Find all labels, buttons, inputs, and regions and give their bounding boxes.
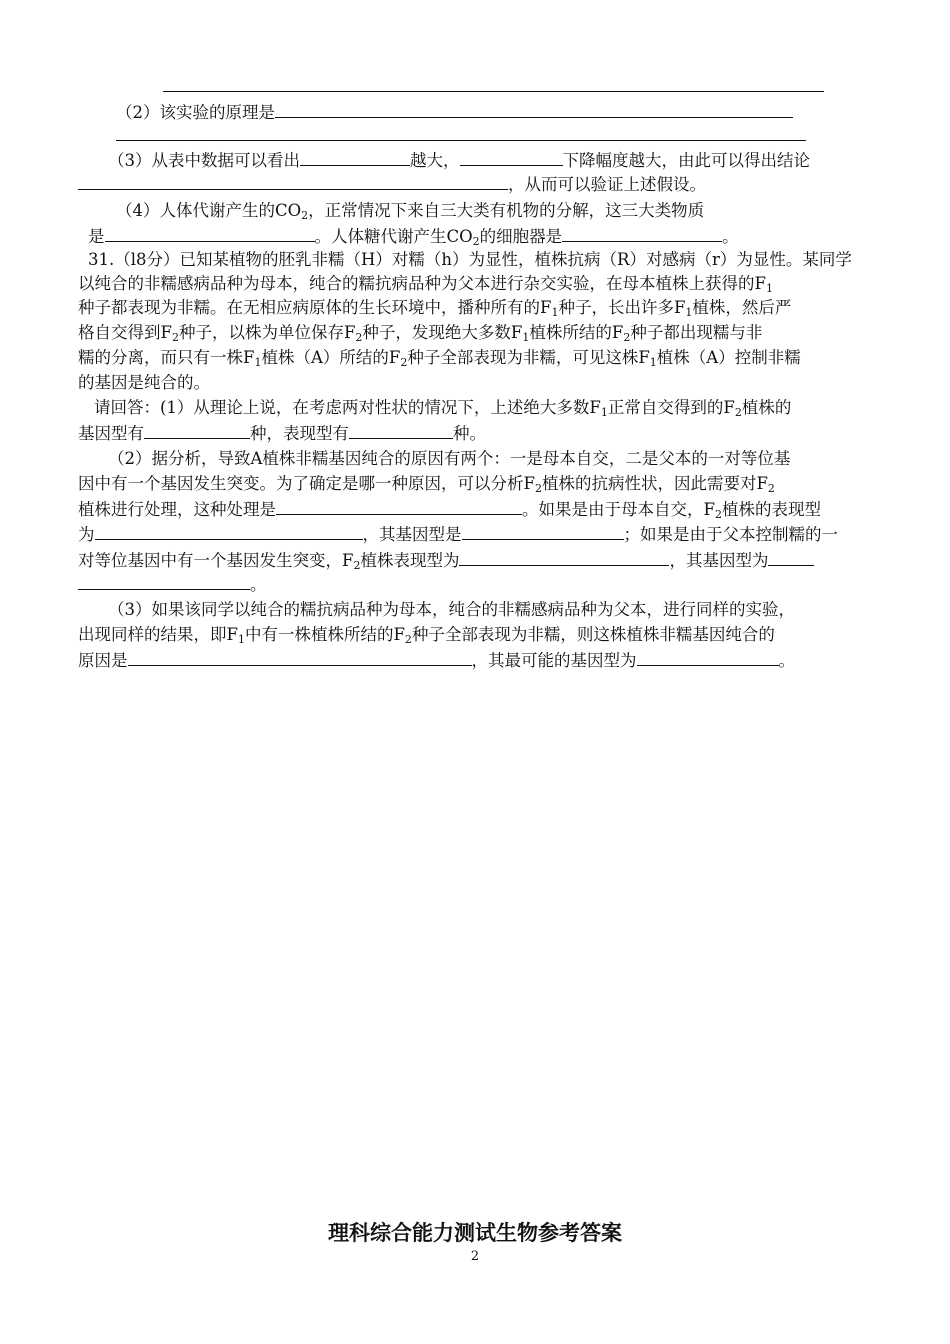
q2-line: （2）该实验的原理是 [116,100,793,125]
q31-part2-line-1: （2）据分析，导致A植株非糯基因纯合的原因有两个：一是母本自交，二是父本的一对等位基 [108,449,791,468]
answer-blank [78,572,250,590]
q31-stem-line-1: 31.（l8分）已知某植物的胚乳非糯（H）对糯（h）为显性，植株抗病（R）对感病（r）为显性。某同学 [88,250,852,269]
q3-line: （3）从表中数据可以看出 越大， 下降幅度越大，由此可以得出结论 [108,148,810,173]
q31-part1-line-1: 请回答：(1）从理论上说，在考虑两对性状的情况下，上述绝大多数$F_1$正常自交得到的$F_2$植株的 [94,398,792,419]
page-number: 2 [470,1249,480,1264]
answer-line [163,91,824,92]
q31-part3-line-2: 出现同样的结果，即$F_1$中有一株植株所结的$F_2$种子全部表现为非糯，则这株植株非糯基因纯合的 [78,625,775,646]
answer-blank [275,100,793,118]
q31-part2-line-6: 。 [78,572,267,597]
q31-part2-line-3: 植株进行处理，这种处理是 。如果是由于母本自交，$F_2$植株的表现型 [78,497,821,522]
answer-blank [349,421,453,439]
q31-part1-line-2: 基因型有 种，表现型有 种。 [78,421,486,446]
q31-stem-line-4: 格自交得到$F_2$种子，以株为单位保存$F_2$种子，发现绝大多数$F_1$植株所结的$F_2$种子都出现糯与非 [78,323,763,344]
answer-blank [105,224,315,242]
answer-blank [144,421,250,439]
answer-key-title: 理科综合能力测试生物参考答案 [328,1221,622,1245]
answer-blank [95,522,363,540]
q31-stem-line-5: 糯的分离，而只有一株$F_1$植株（A）所结的$F_2$种子全部表现为非糯，可见这株$F_1$植株（A）控制非糯 [78,348,801,369]
q2-line-2 [116,123,806,148]
answer-blank [460,148,563,166]
q31-stem-line-3: 种子都表现为非糯。在无相应病原体的生长环境中，播种所有的$F_1$种子，长出许多$F_1$植株，然后严 [78,298,792,319]
answer-blank [128,648,472,666]
q31-part3-line-1: （3）如果该同学以纯合的糯抗病品种为母本，纯合的非糯感病品种为父本，进行同样的实验， [108,600,795,619]
q31-part2-line-5: 对等位基因中有一个基因发生突变，$F_2$植株表现型为 ，其基因型为 [78,548,814,573]
answer-blank [768,548,814,566]
answer-blank [116,123,806,141]
answer-blank [78,172,508,190]
answer-blank [462,522,624,540]
answer-blank [562,224,722,242]
q4-line-2: 是 。人体糖代谢产生$CO_2$的细胞器是 。 [88,224,739,249]
q4-line: （4）人体代谢产生的$CO_2$，正常情况下来自三大类有机物的分解，这三大类物质 [116,201,705,222]
q31-part2-line-2: 因中有一个基因发生突变。为了确定是哪一种原因，可以分析$F_2$植株的抗病性状，因此需要对$F_2$ [78,474,775,495]
q3-line-2: ，从而可以验证上述假设。 [78,172,706,197]
answer-blank [276,497,522,515]
q31-stem-line-2: 以纯合的非糯感病品种为母本，纯合的糯抗病品种为父本进行杂交实验，在母本植株上获得的$F_1$ [78,274,773,295]
q31-part2-line-4: 为 ，其基因型是 ；如果是由于父本控制糯的一 [78,522,838,547]
answer-blank [459,548,669,566]
q31-part3-line-3: 原因是 ，其最可能的基因型为 。 [78,648,795,673]
q31-stem-line-6: 的基因是纯合的。 [78,373,210,392]
answer-blank [637,648,779,666]
answer-blank [300,148,410,166]
